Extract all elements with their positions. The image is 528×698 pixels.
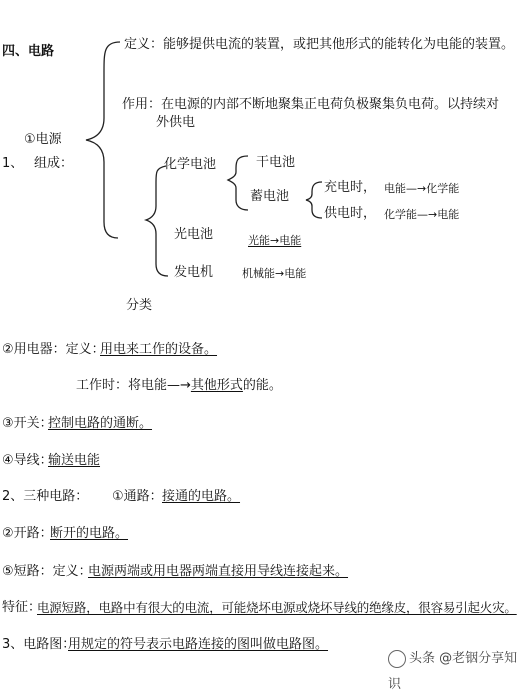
closed-circuit-label: ①通路： bbox=[112, 489, 163, 504]
wire-text: 输送电能 bbox=[48, 453, 101, 468]
switch-label: ③开关： bbox=[2, 416, 53, 431]
item-number-1: 1、 bbox=[2, 156, 24, 171]
feature-text: 电源短路，电路中有很大的电流，可能烧坏电源或烧坏导线的绝缘皮，很容易引起火灾。 bbox=[37, 600, 517, 615]
appliance-working: 工作时：将电能—→其他形式的能。 bbox=[76, 378, 282, 393]
power-function-line1: 作用：在电源的内部不断地聚集正电荷负极聚集负电荷。以持续对 bbox=[122, 97, 500, 112]
watermark bbox=[388, 646, 528, 692]
feature-label: 特征： bbox=[2, 600, 42, 615]
power-definition: 定义：能够提供电流的装置，或把其他形式的能转化为电能的装置。 bbox=[124, 37, 515, 52]
appliance-definition: 用电来工作的设备。 bbox=[100, 342, 218, 357]
three-circuits-label: 2、三种电路： bbox=[2, 489, 89, 504]
short-circuit-label: ⑤短路：定义： bbox=[2, 564, 92, 579]
main-brace bbox=[86, 42, 120, 238]
discharge-text: 化学能—→电能 bbox=[384, 208, 460, 221]
photo-battery-text: 光能→电能 bbox=[248, 234, 302, 247]
power-function-line2: 外供电 bbox=[156, 115, 196, 130]
short-circuit-text: 电源两端或用电器两端直接用导线连接起来。 bbox=[88, 564, 349, 579]
chemical-brace bbox=[228, 156, 248, 210]
switch-text: 控制电路的通断。 bbox=[48, 416, 153, 431]
watermark-logo-icon bbox=[388, 650, 406, 668]
circuit-diagram-label: 3、电路图： bbox=[2, 637, 76, 652]
section-title: 四、电路 bbox=[2, 44, 55, 59]
chemical-battery-label: 化学电池 bbox=[164, 157, 217, 172]
wire-label: ④导线： bbox=[2, 453, 53, 468]
photo-battery-label: 光电池 bbox=[174, 227, 214, 242]
charge-text: 电能—→化学能 bbox=[384, 182, 460, 195]
closed-circuit-text: 接通的电路。 bbox=[162, 489, 241, 504]
open-circuit-label: ②开路： bbox=[2, 526, 53, 541]
storage-battery-label: 蓄电池 bbox=[250, 189, 290, 204]
generator-text: 机械能→电能 bbox=[242, 267, 307, 280]
generator-label: 发电机 bbox=[174, 265, 214, 280]
dry-battery-label: 干电池 bbox=[256, 155, 296, 170]
circuit-diagram-text: 用规定的符号表示电路连接的图叫做电路图。 bbox=[68, 637, 329, 652]
storage-brace bbox=[306, 182, 322, 218]
open-circuit-text: 断开的电路。 bbox=[50, 526, 129, 541]
discharge-prefix: 供电时， bbox=[324, 206, 377, 221]
composition-label: 组成： bbox=[34, 156, 74, 171]
classification-brace bbox=[146, 166, 168, 276]
watermark-text: 头条 @老铟分享知识 bbox=[388, 651, 518, 692]
charge-prefix: 充电时， bbox=[324, 180, 377, 195]
power-label: ①电源 bbox=[24, 132, 62, 147]
classification-label: 分类 bbox=[126, 298, 153, 313]
appliance-label: ②用电器：定义： bbox=[2, 342, 105, 357]
appliance-working-highlight: 其他形式 bbox=[190, 378, 243, 393]
